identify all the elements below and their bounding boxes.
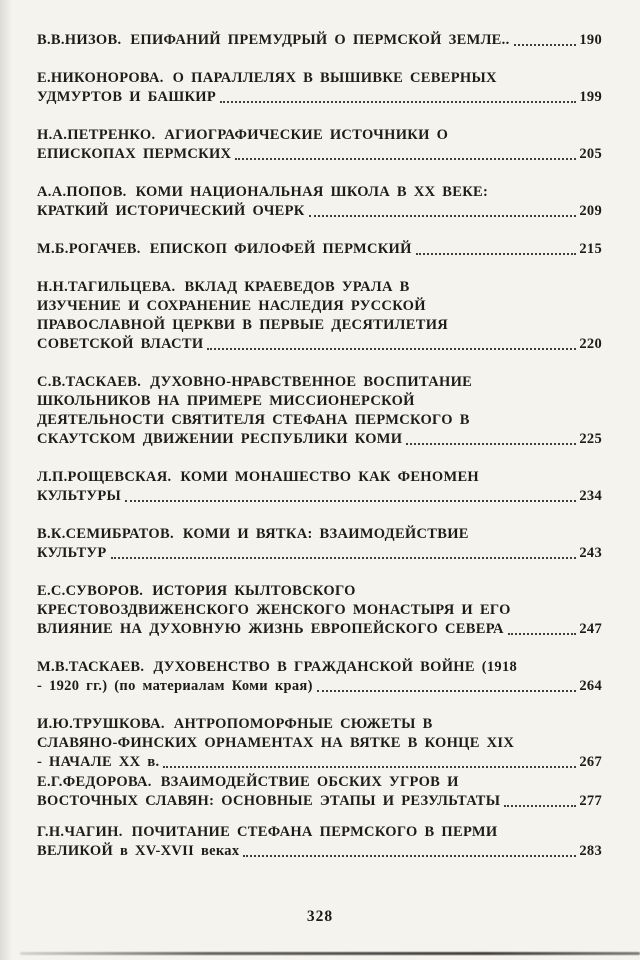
- dot-leader: [207, 348, 576, 350]
- entry-page-number: 209: [579, 203, 602, 219]
- entry-line: [37, 126, 602, 145]
- entry-line: [37, 823, 602, 842]
- entry-title-line: ДУХОВНО-НРАВСТВЕННОЕ ВОСПИТАНИЕ: [150, 374, 473, 390]
- entry-author: С.В.ТАСКАЕВ.: [37, 374, 142, 390]
- entry-author: Н.Н.ТАГИЛЬЦЕВА.: [37, 279, 176, 295]
- entry-title-line: КРАТКИЙ ИСТОРИЧЕСКИЙ ОЧЕРК: [37, 203, 305, 219]
- entry-line: [37, 658, 602, 677]
- entry-line: [37, 677, 602, 696]
- entry-line: [37, 715, 602, 734]
- entry-title-line: ИСТОРИЯ КЫЛТОВСКОГО: [152, 583, 356, 599]
- entry-line: [37, 842, 602, 861]
- entry-author: И.Ю.ТРУШКОВА.: [37, 716, 165, 732]
- entry-title-line: ВЛИЯНИЕ НА ДУХОВНУЮ ЖИЗНЬ ЕВРОПЕЙСКОГО СЕВЕРА: [37, 621, 504, 637]
- toc-entry: [37, 658, 602, 696]
- entry-author: Н.А.ПЕТРЕНКО.: [37, 127, 156, 143]
- page-number-footer: 328: [306, 908, 334, 925]
- toc-entry: [37, 373, 602, 449]
- entry-page-number: 199: [579, 89, 602, 105]
- entry-line: [37, 69, 602, 88]
- dot-leader: [163, 766, 576, 768]
- toc-entry: [37, 240, 602, 259]
- toc-entry: [37, 183, 602, 221]
- toc-entry: [37, 468, 602, 506]
- entry-line: [37, 411, 602, 430]
- entry-title-line: - НАЧАЛЕ XX в.: [37, 754, 160, 770]
- scan-edge-artifact: [20, 952, 640, 955]
- entry-author: В.В.НИЗОВ.: [37, 32, 122, 48]
- dot-leader: [220, 101, 576, 103]
- toc-entry: [37, 525, 602, 563]
- entry-title-line: ПОЧИТАНИЕ СТЕФАНА ПЕРМСКОГО В ПЕРМИ: [131, 824, 498, 840]
- toc-entry: [37, 126, 602, 164]
- entry-author: Е.НИКОНОРОВА.: [37, 70, 164, 86]
- entry-line: [37, 601, 602, 620]
- entry-page-number: 267: [579, 754, 602, 770]
- entry-page-number: 190: [579, 32, 602, 48]
- entry-title-line: ВЗАИМОДЕЙСТВИЕ ОБСКИХ УГРОВ И: [160, 774, 459, 790]
- entry-title-line: ЕПИСКОП ФИЛОФЕЙ ПЕРМСКИЙ: [149, 241, 412, 257]
- entry-page-number: 277: [579, 793, 602, 809]
- entry-title-line: - 1920 гг.) (по материалам Коми края): [37, 678, 313, 694]
- dot-leader: [125, 500, 576, 502]
- entry-line: [37, 278, 602, 297]
- toc-entry: [37, 31, 602, 50]
- toc-entry: [37, 715, 602, 772]
- toc-entry: [37, 582, 602, 639]
- entry-line: [37, 582, 602, 601]
- dot-leader: [111, 557, 577, 559]
- entry-title-line: КОМИ И ВЯТКА: ВЗАИМОДЕЙСТВИЕ: [182, 526, 469, 542]
- entry-title-line: СКАУТСКОМ ДВИЖЕНИИ РЕСПУБЛИКИ КОМИ: [37, 431, 403, 447]
- entry-title-line: АГИОГРАФИЧЕСКИЕ ИСТОЧНИКИ О: [164, 127, 449, 143]
- dot-leader: [243, 855, 576, 857]
- toc-entry: [37, 278, 602, 354]
- entry-title-line: КОМИ МОНАШЕСТВО КАК ФЕНОМЕН: [180, 469, 479, 485]
- entry-title-line: О ПАРАЛЛЕЛЯХ В ВЫШИВКЕ СЕВЕРНЫХ: [172, 70, 497, 86]
- entry-page-number: 283: [579, 843, 602, 859]
- entry-line: [37, 202, 602, 221]
- entry-line: [37, 373, 602, 392]
- entry-author: В.К.СЕМИБРАТОВ.: [37, 526, 174, 542]
- entry-title-line: ЕПИСКОПАХ ПЕРМСКИХ: [37, 146, 232, 162]
- entry-page-number: 264: [579, 678, 602, 694]
- dot-leader: [416, 253, 577, 255]
- entry-title-line: ПРАВОСЛАВНОЙ ЦЕРКВИ В ПЕРВЫЕ ДЕСЯТИЛЕТИЯ: [37, 317, 449, 333]
- entry-line: [37, 297, 602, 316]
- entry-author: Е.С.СУВОРОВ.: [37, 583, 144, 599]
- entry-line: [37, 392, 602, 411]
- entry-title-line: ВЕЛИКОЙ в XV-XVII веках: [37, 843, 240, 859]
- entry-line: [37, 525, 602, 544]
- entry-page-number: 225: [579, 431, 602, 447]
- toc-entry: [37, 773, 602, 811]
- entry-title-line: КУЛЬТУР: [37, 545, 107, 561]
- entry-line: [37, 183, 602, 202]
- entry-title-line: ДЕЯТЕЛЬНОСТИ СВЯТИТЕЛЯ СТЕФАНА ПЕРМСКОГО В: [37, 412, 470, 428]
- entry-line: [37, 31, 602, 50]
- entry-page-number: 205: [579, 146, 602, 162]
- entry-line: [37, 753, 602, 772]
- entry-author: Е.Г.ФЕДОРОВА.: [37, 774, 152, 790]
- entry-line: [37, 468, 602, 487]
- entry-line: [37, 620, 602, 639]
- dot-leader: [317, 690, 577, 692]
- entry-title-line: ВОСТОЧНЫХ СЛАВЯН: ОСНОВНЫЕ ЭТАПЫ И РЕЗУЛЬТАТЫ: [37, 793, 501, 809]
- dot-leader: [504, 805, 576, 807]
- dot-leader: [406, 443, 576, 445]
- entry-author: М.Б.РОГАЧЕВ.: [37, 241, 141, 257]
- entry-page-number: 220: [579, 336, 602, 352]
- entry-title-line: КОМИ НАЦИОНАЛЬНАЯ ШКОЛА В XX ВЕКЕ:: [135, 184, 489, 200]
- entry-author: М.В.ТАСКАЕВ.: [37, 659, 145, 675]
- entry-line: [37, 734, 602, 753]
- entry-author: Л.П.РОЩЕВСКАЯ.: [37, 469, 172, 485]
- entry-page-number: 234: [579, 488, 602, 504]
- dot-leader: [235, 158, 576, 160]
- entry-title-line: ВКЛАД КРАЕВЕДОВ УРАЛА В: [184, 279, 410, 295]
- toc-entry: [37, 69, 602, 107]
- entry-title-line: ДУХОВЕНСТВО В ГРАЖДАНСКОЙ ВОЙНЕ (1918: [153, 659, 518, 675]
- entry-title-line: КРЕСТОВОЗДВИЖЕНСКОГО ЖЕНСКОГО МОНАСТЫРЯ И ЕГО: [37, 602, 511, 618]
- entry-title-line: ИЗУЧЕНИЕ И СОХРАНЕНИЕ НАСЛЕДИЯ РУССКОЙ: [37, 298, 426, 314]
- entry-line: [37, 335, 602, 354]
- entry-page-number: 247: [579, 621, 602, 637]
- entry-author: А.А.ПОПОВ.: [37, 184, 127, 200]
- entry-title-line: СЛАВЯНО-ФИНСКИХ ОРНАМЕНТАХ НА ВЯТКЕ В КОНЦЕ XIX: [37, 735, 515, 751]
- entry-title-line: КУЛЬТУРЫ: [37, 488, 122, 504]
- entry-title-line: АНТРОПОМОРФНЫЕ СЮЖЕТЫ В: [173, 716, 433, 732]
- toc-list: [37, 31, 602, 861]
- toc-entry: [37, 823, 602, 861]
- entry-page-number: 215: [579, 241, 602, 257]
- entry-line: [37, 773, 602, 792]
- entry-title-line: УДМУРТОВ И БАШКИР: [37, 89, 217, 105]
- dot-leader: [508, 633, 577, 635]
- entry-author: Г.Н.ЧАГИН.: [37, 824, 123, 840]
- dot-leader: [514, 44, 577, 46]
- entry-line: [37, 316, 602, 335]
- entry-line: [37, 145, 602, 164]
- entry-line: [37, 88, 602, 107]
- entry-page-number: 243: [579, 545, 602, 561]
- entry-line: [37, 487, 602, 506]
- entry-line: [37, 430, 602, 449]
- entry-line: [37, 240, 602, 259]
- entry-title-line: СОВЕТСКОЙ ВЛАСТИ: [37, 336, 204, 352]
- entry-line: [37, 544, 602, 563]
- entry-title-line: ШКОЛЬНИКОВ НА ПРИМЕРЕ МИССИОНЕРСКОЙ: [37, 393, 415, 409]
- entry-title-line: ЕПИФАНИЙ ПРЕМУДРЫЙ О ПЕРМСКОЙ ЗЕМЛЕ..: [130, 32, 510, 48]
- entry-line: [37, 792, 602, 811]
- dot-leader: [309, 215, 577, 217]
